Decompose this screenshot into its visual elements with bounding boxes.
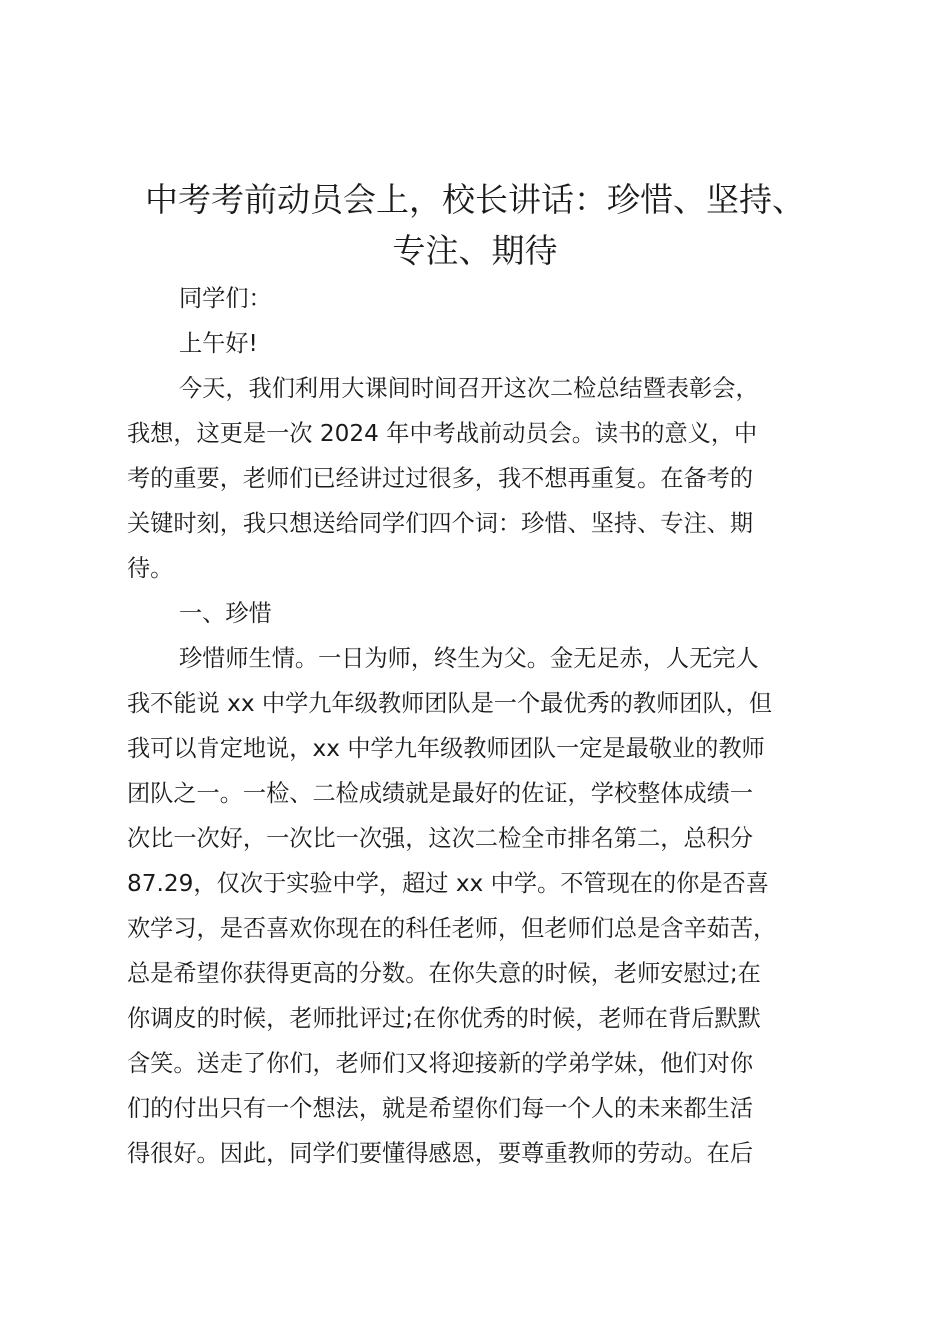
paragraph-line: 欢学习，是否喜欢你现在的科任老师，但老师们总是含辛茹苦， [127, 915, 777, 942]
document-title [100, 174, 850, 276]
document-body [127, 276, 833, 1176]
paragraph-line: 今天，我们利用大课间时间召开这次二检总结暨表彰会， [179, 375, 759, 402]
paragraph-line: 们的付出只有一个想法，就是希望你们每一个人的未来都生活 [127, 1095, 754, 1122]
paragraph-line: 我不能说 xx 中学九年级教师团队是一个最优秀的教师团队，但 [127, 690, 773, 717]
paragraph-line: 我想，这更是一次 2024 年中考战前动员会。读书的意义，中 [127, 420, 758, 447]
paragraph-line: 你调皮的时候，老师批评过;在你优秀的时候，老师在背后默默 [127, 1005, 761, 1032]
paragraph-line: 含笑。送走了你们，老师们又将迎接新的学弟学妹，他们对你 [127, 1050, 754, 1077]
paragraph-line: 次比一次好，一次比一次强，这次二检全市排名第二，总积分 [127, 825, 754, 852]
title-line: 专注、期待 [392, 231, 558, 270]
paragraph-line: 关键时刻，我只想送给同学们四个词：珍惜、坚持、专注、期 [127, 510, 754, 537]
paragraph-line: 团队之一。一检、二检成绩就是最好的佐证，学校整体成绩一 [127, 780, 754, 807]
title-line: 中考考前动员会上，校长讲话：珍惜、坚持、 [145, 180, 805, 219]
paragraph-line: 总是希望你获得更高的分数。在你失意的时候，老师安慰过;在 [127, 960, 761, 987]
paragraph-line: 珍惜师生情。一日为师，终生为父。金无足赤，人无完人 [179, 645, 759, 672]
paragraph-line: 待。 [127, 555, 174, 582]
greeting: 上午好! [179, 330, 258, 357]
paragraph-line: 我可以肯定地说，xx 中学九年级教师团队一定是最敬业的教师 [127, 735, 765, 762]
paragraph-line: 87.29，仅次于实验中学，超过 xx 中学。不管现在的你是否喜 [127, 870, 769, 897]
section-heading: 一、珍惜 [179, 600, 272, 627]
paragraph-line: 考的重要，老师们已经讲过过很多，我不想再重复。在备考的 [127, 465, 754, 492]
paragraph-line: 得很好。因此，同学们要懂得感恩，要尊重教师的劳动。在后 [127, 1140, 754, 1167]
salutation: 同学们： [179, 285, 272, 312]
